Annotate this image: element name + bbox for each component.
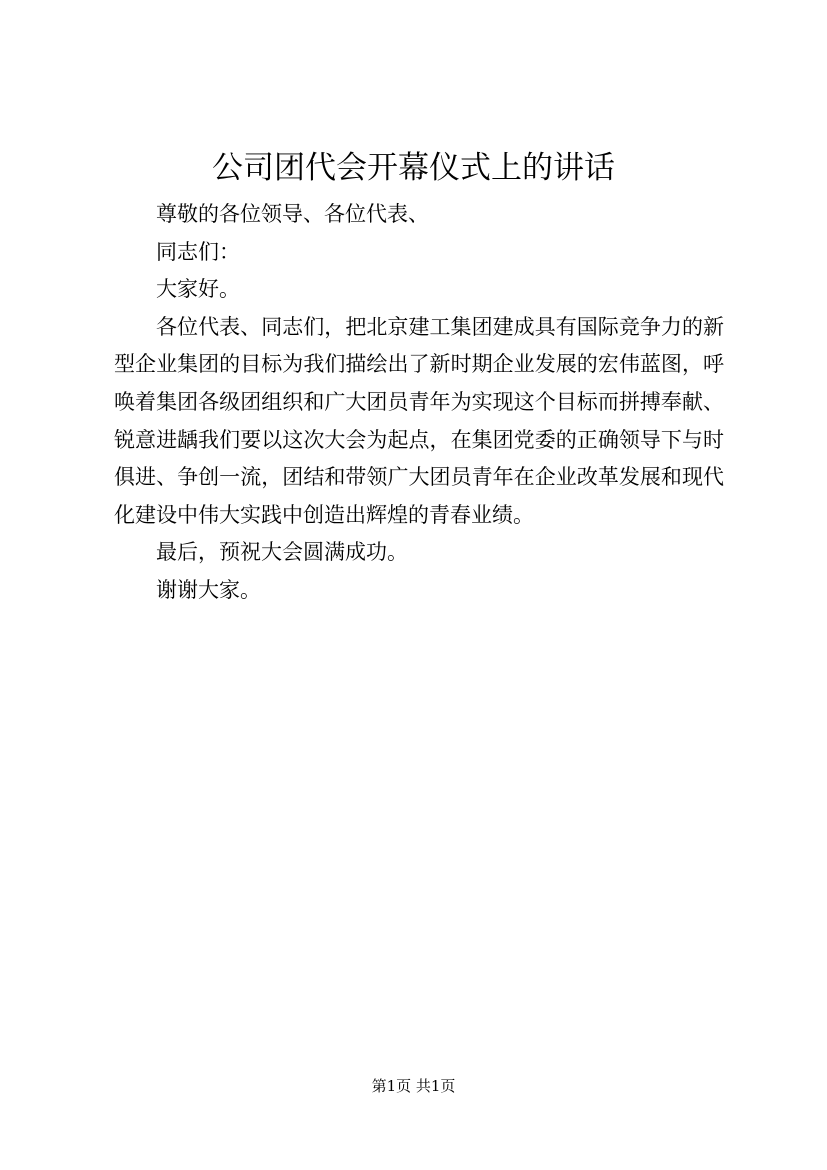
greeting-paragraph: 大家好。 (156, 277, 240, 302)
main-paragraph: 各位代表、同志们，把北京建工集团建成具有国际竞争力的新型企业集团的目标为我们描绘出了新时期企业发展的宏伟蓝图，呼唤着集团各级团组织和广大团员青年为实现这个目标而拼搏奉献、锐意进龋我们要以这次大会为起点，在集团党委的正确领导下与时俱进、争创一流，团结和带领广大团员青年在企业改革发展和现代化建设中伟大实践中创造出辉煌的青春业绩。 (114, 314, 724, 527)
document-title: 公司团代会开幕仪式上的讲话 (212, 150, 615, 186)
closing-wish-paragraph: 最后，预祝大会圆满成功。 (156, 540, 408, 565)
thanks-paragraph: 谢谢大家。 (156, 577, 261, 602)
salutation-line: 尊敬的各位领导、各位代表、 (156, 202, 429, 226)
salutation-comrades: 同志们： (156, 239, 240, 264)
page-footer: 第1页 共1页 (371, 1077, 456, 1095)
document-body (114, 196, 724, 610)
